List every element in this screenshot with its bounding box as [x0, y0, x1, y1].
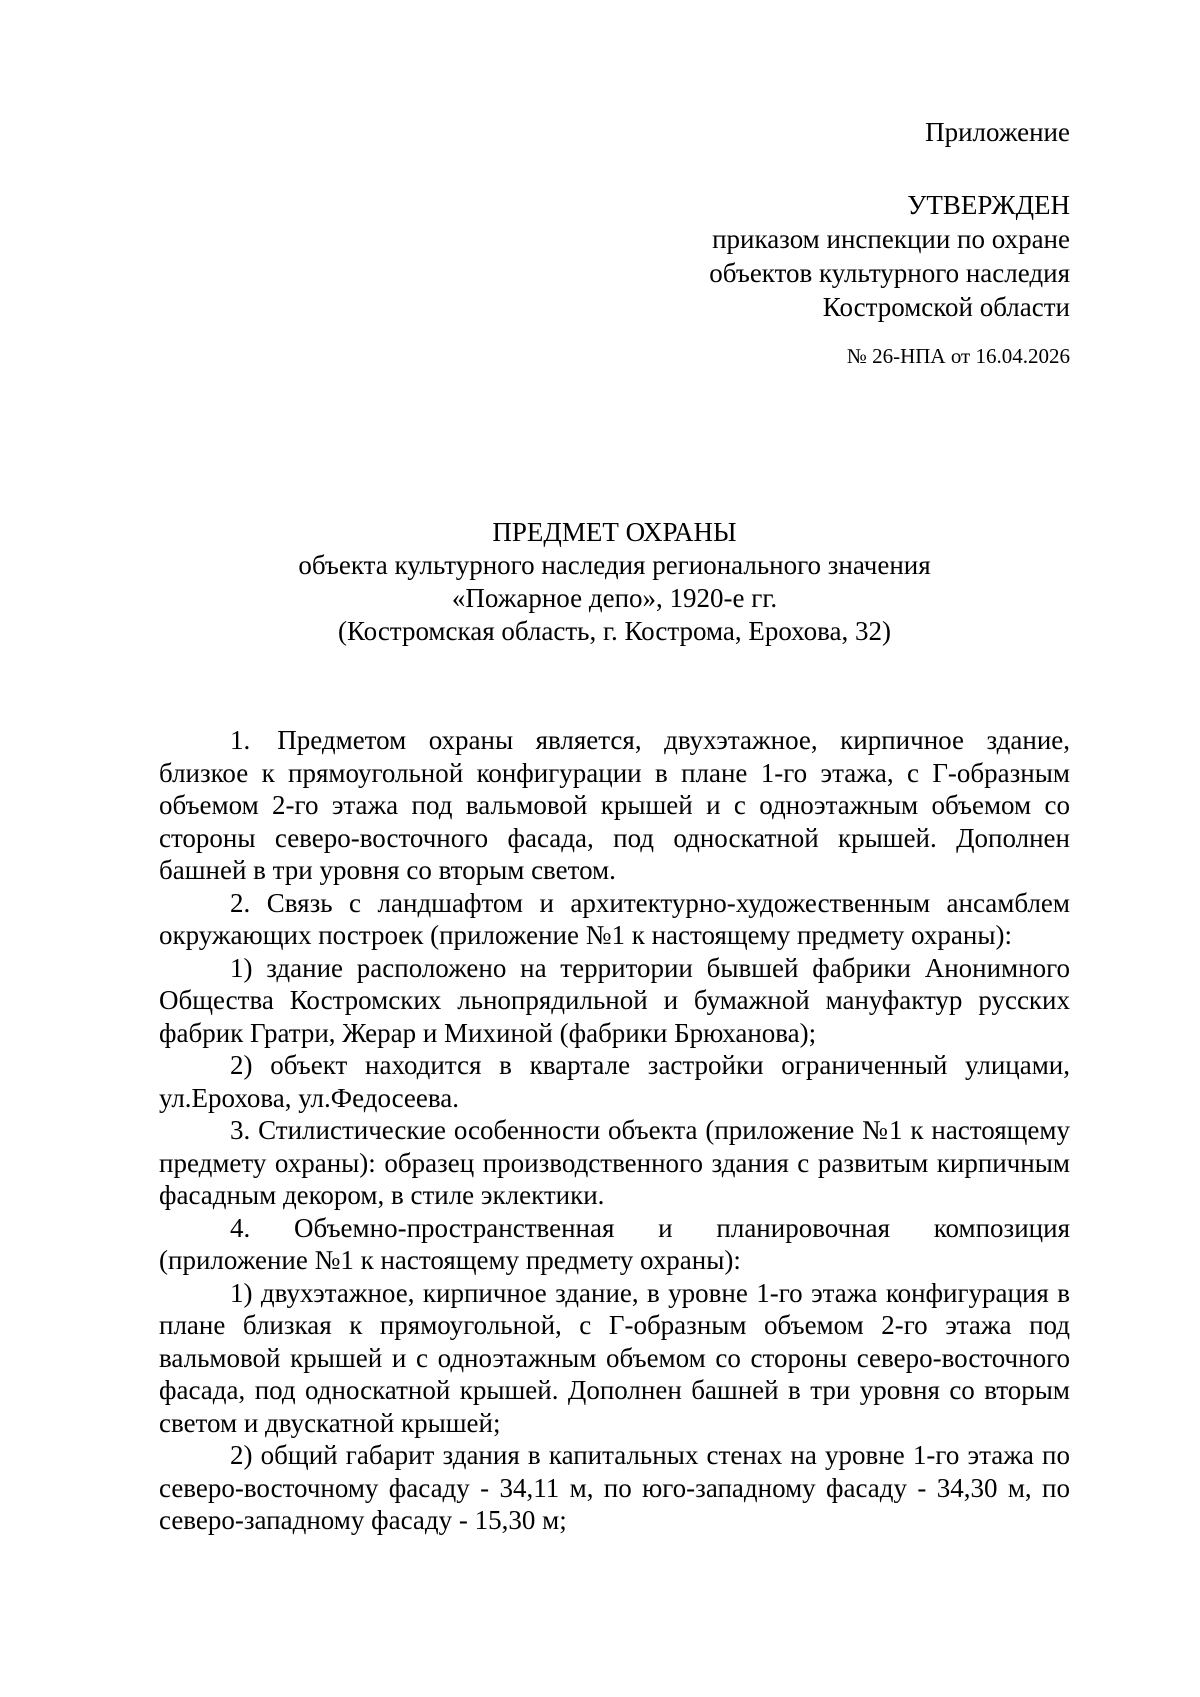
appendix-label: Приложение [925, 117, 1070, 147]
approval-line: Костромской области [822, 292, 1070, 322]
body-paragraph: 4. Объемно-пространственная и планировочная композиция (приложение №1 к настоящему предмету охраны): [159, 1212, 1070, 1275]
order-number: № 26-НПА от 16.04.2026 [846, 344, 1070, 368]
document-title [159, 516, 1070, 648]
approval-line: объектов культурного наследия [709, 258, 1070, 288]
title-line: объекта культурного наследия регионального значения [298, 550, 931, 580]
body-paragraph: 1. Предметом охраны является, двухэтажное, кирпичное здание, близкое к прямоугольной конфигурации в плане 1-го этажа, с Г-образным объемом 2-го этажа под вальмовой крышей и с одноэтажным объемом со стороны северо-восточного фасада, под односкатной крышей. Дополнен башней в три уровня со вторым светом. [159, 725, 1070, 885]
body-paragraph: 1) двухэтажное, кирпичное здание, в уровне 1-го этажа конфигурация в плане близкая к прямоугольной, с Г-образным объемом 2-го этажа под вальмовой крышей и с одноэтажным объемом со стороны северо-восточного фасада, под односкатной крышей. Дополнен башней в три уровня со вторым светом и двускатной крышей; [159, 1277, 1070, 1438]
title-line: (Костромская область, г. Кострома, Ерохова, 32) [338, 616, 891, 646]
title-heading: ПРЕДМЕТ ОХРАНЫ [492, 517, 737, 547]
title-line: «Пожарное депо», 1920-е гг. [451, 583, 778, 613]
document-body [159, 724, 1070, 1537]
approval-line: приказом инспекции по охране [712, 224, 1070, 254]
approved-heading: УТВЕРЖДЕН [907, 190, 1070, 220]
approval-block [709, 188, 1070, 324]
body-paragraph: 2. Связь с ландшафтом и архитектурно-художественным ансамблем окружающих построек (приложение №1 к настоящему предмету охраны): [159, 887, 1070, 950]
body-paragraph: 3. Стилистические особенности объекта (приложение №1 к настоящему предмету охраны): образец производственного здания с развитым кирпичным фасадным декором, в стиле эклектики. [159, 1115, 1070, 1210]
body-paragraph: 2) общий габарит здания в капитальных стенах на уровне 1-го этажа по северо-восточному фасаду - 34,11 м, по юго-западному фасаду - 34,30 м, по северо-западному фасаду - 15,30 м; [159, 1440, 1070, 1535]
body-paragraph: 1) здание расположено на территории бывшей фабрики Анонимного Общества Костромских льнопрядильной и бумажной мануфактур русских фабрик Гратри, Жерар и Михиной (фабрики Брюханова); [159, 952, 1070, 1048]
body-paragraph: 2) объект находится в квартале застройки ограниченный улицами, ул.Ерохова, ул.Федосеева. [159, 1050, 1070, 1113]
